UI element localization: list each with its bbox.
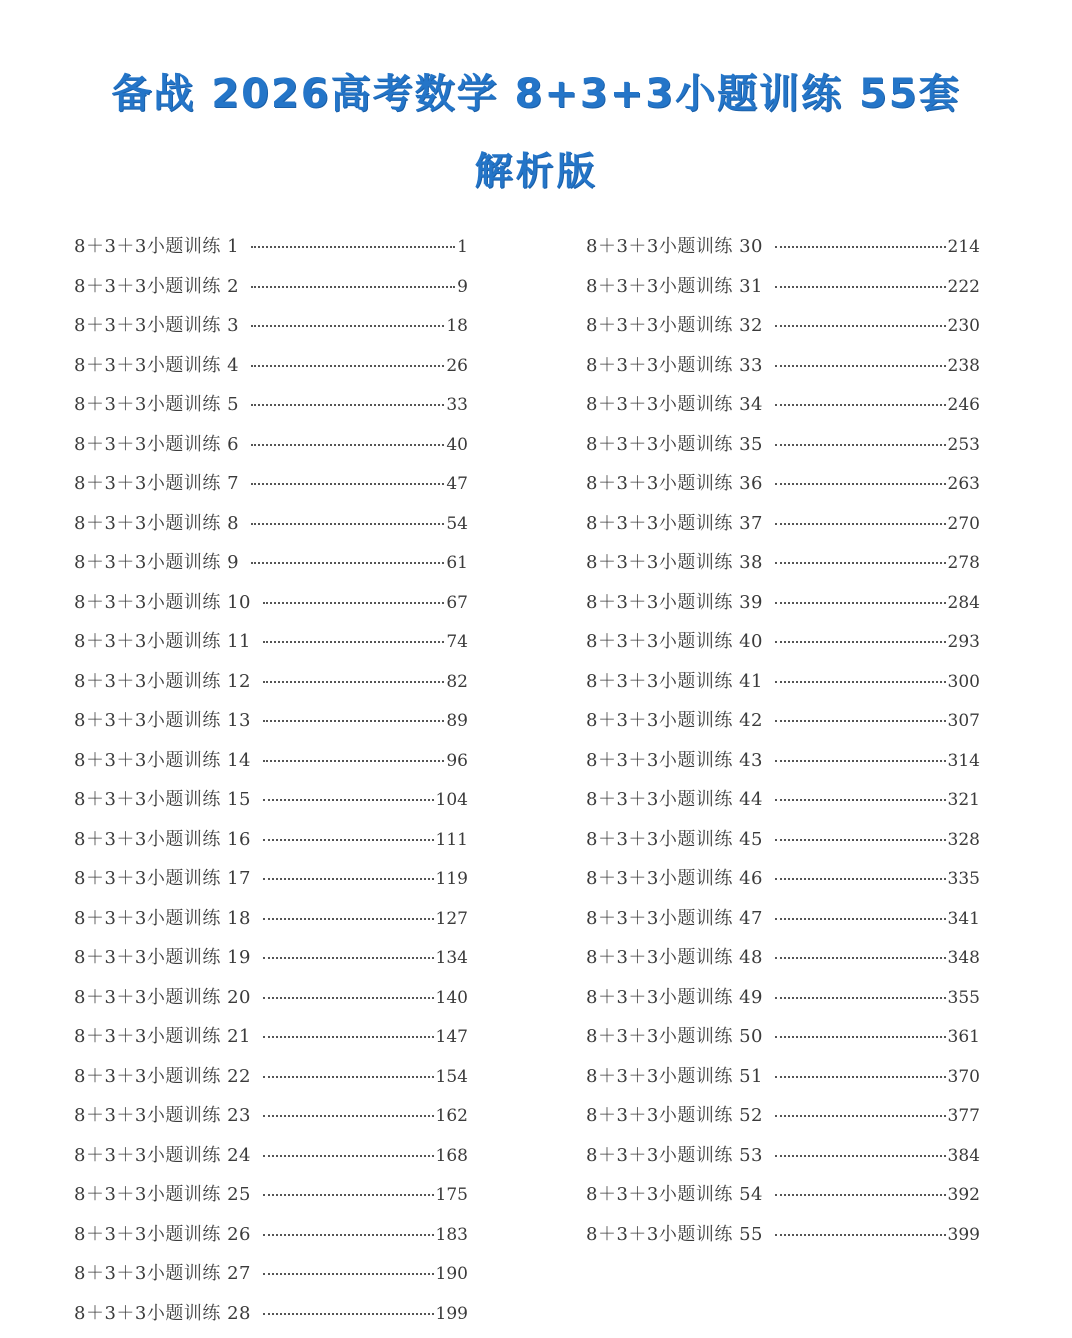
toc-entry-page-number: 154 (436, 1067, 468, 1087)
toc-dot-leader (263, 798, 434, 801)
toc-dot-leader (251, 443, 444, 446)
toc-entry[interactable] (586, 706, 980, 746)
toc-dot-leader (251, 245, 455, 248)
toc-dot-leader (251, 324, 444, 327)
toc-dot-leader (251, 285, 455, 288)
toc-dot-leader (775, 719, 946, 722)
toc-entry-page-number: 214 (948, 237, 980, 257)
document-subtitle: 解析版 (0, 140, 1072, 195)
toc-entry-label: 8＋3＋3小题训练 15 (74, 785, 251, 811)
toc-entry-label: 8＋3＋3小题训练 37 (586, 509, 763, 535)
toc-entry-label: 8＋3＋3小题训练 2 (74, 272, 239, 298)
toc-dot-leader (775, 1154, 946, 1157)
toc-entry-label: 8＋3＋3小题训练 19 (74, 943, 251, 969)
toc-entry[interactable] (586, 904, 980, 944)
toc-entry-label: 8＋3＋3小题训练 28 (74, 1299, 251, 1325)
toc-entry[interactable] (74, 1259, 468, 1299)
toc-entry-page-number: 300 (948, 672, 980, 692)
toc-entry-page-number: 33 (446, 395, 468, 415)
toc-entry[interactable] (586, 469, 980, 509)
toc-entry[interactable] (74, 1022, 468, 1062)
toc-entry-page-number: 222 (948, 277, 980, 297)
toc-entry-label: 8＋3＋3小题训练 49 (586, 983, 763, 1009)
toc-dot-leader (263, 1193, 434, 1196)
toc-entry-label: 8＋3＋3小题训练 33 (586, 351, 763, 377)
toc-entry-label: 8＋3＋3小题训练 17 (74, 864, 251, 890)
toc-entry-label: 8＋3＋3小题训练 52 (586, 1101, 763, 1127)
toc-entry-label: 8＋3＋3小题训练 21 (74, 1022, 251, 1048)
toc-entry-label: 8＋3＋3小题训练 42 (586, 706, 763, 732)
toc-dot-leader (263, 1075, 434, 1078)
toc-entry[interactable] (586, 864, 980, 904)
toc-dot-leader (251, 561, 444, 564)
toc-dot-leader (251, 403, 444, 406)
toc-entry-page-number: 335 (948, 869, 980, 889)
toc-entry-label: 8＋3＋3小题训练 48 (586, 943, 763, 969)
toc-entry-label: 8＋3＋3小题训练 11 (74, 627, 251, 653)
toc-entry[interactable] (74, 272, 468, 312)
toc-entry-label: 8＋3＋3小题训练 54 (586, 1180, 763, 1206)
toc-entry[interactable] (74, 904, 468, 944)
toc-entry-page-number: 293 (948, 632, 980, 652)
toc-entry[interactable] (586, 627, 980, 667)
toc-entry[interactable] (74, 825, 468, 865)
toc-entry[interactable] (74, 1299, 468, 1338)
toc-dot-leader (775, 324, 946, 327)
toc-entry-label: 8＋3＋3小题训练 34 (586, 390, 763, 416)
toc-entry-page-number: 26 (446, 356, 468, 376)
toc-entry[interactable] (586, 1180, 980, 1220)
toc-entry-page-number: 270 (948, 514, 980, 534)
toc-entry[interactable] (586, 1141, 980, 1181)
toc-entry-page-number: 328 (948, 830, 980, 850)
toc-entry-label: 8＋3＋3小题训练 53 (586, 1141, 763, 1167)
toc-entry-page-number: 40 (446, 435, 468, 455)
toc-entry[interactable] (74, 1220, 468, 1260)
toc-entry-label: 8＋3＋3小题训练 27 (74, 1259, 251, 1285)
toc-entry-label: 8＋3＋3小题训练 25 (74, 1180, 251, 1206)
toc-entry-label: 8＋3＋3小题训练 38 (586, 548, 763, 574)
toc-entry-page-number: 82 (446, 672, 468, 692)
toc-entry[interactable] (586, 430, 980, 470)
toc-dot-leader (263, 640, 444, 643)
toc-dot-leader (263, 1114, 434, 1117)
toc-entry-label: 8＋3＋3小题训练 3 (74, 311, 239, 337)
toc-dot-leader (775, 917, 946, 920)
toc-dot-leader (775, 1233, 946, 1236)
toc-entry[interactable] (586, 1220, 980, 1260)
toc-entry-label: 8＋3＋3小题训练 12 (74, 667, 251, 693)
toc-entry-page-number: 74 (446, 632, 468, 652)
toc-entry-page-number: 9 (457, 277, 468, 297)
toc-entry-page-number: 321 (948, 790, 980, 810)
toc-entry[interactable] (586, 232, 980, 272)
toc-dot-leader (263, 1035, 434, 1038)
toc-entry[interactable] (74, 983, 468, 1023)
toc-entry[interactable] (586, 1022, 980, 1062)
toc-entry-label: 8＋3＋3小题训练 30 (586, 232, 763, 258)
toc-entry-page-number: 370 (948, 1067, 980, 1087)
toc-entry[interactable] (586, 311, 980, 351)
toc-entry[interactable] (74, 548, 468, 588)
toc-entry-label: 8＋3＋3小题训练 10 (74, 588, 251, 614)
toc-entry-page-number: 111 (436, 830, 468, 850)
toc-entry-label: 8＋3＋3小题训练 39 (586, 588, 763, 614)
toc-entry-page-number: 238 (948, 356, 980, 376)
toc-dot-leader (775, 877, 946, 880)
toc-entry-page-number: 314 (948, 751, 980, 771)
toc-dot-leader (775, 680, 946, 683)
toc-entry-label: 8＋3＋3小题训练 5 (74, 390, 239, 416)
toc-entry[interactable] (74, 1101, 468, 1141)
toc-entry-page-number: 190 (436, 1264, 468, 1284)
toc-entry[interactable] (586, 548, 980, 588)
toc-dot-leader (263, 719, 444, 722)
toc-dot-leader (775, 285, 946, 288)
toc-entry-label: 8＋3＋3小题训练 55 (586, 1220, 763, 1246)
toc-entry[interactable] (74, 311, 468, 351)
toc-entry[interactable] (74, 864, 468, 904)
toc-entry-label: 8＋3＋3小题训练 51 (586, 1062, 763, 1088)
toc-entry-page-number: 392 (948, 1185, 980, 1205)
toc-dot-leader (775, 482, 946, 485)
toc-entry-page-number: 1 (457, 237, 468, 257)
toc-entry[interactable] (74, 351, 468, 391)
toc-entry-page-number: 355 (948, 988, 980, 1008)
toc-entry-page-number: 140 (436, 988, 468, 1008)
toc-dot-leader (263, 601, 444, 604)
toc-entry[interactable] (74, 785, 468, 825)
toc-entry-label: 8＋3＋3小题训练 44 (586, 785, 763, 811)
toc-entry[interactable] (74, 1141, 468, 1181)
toc-entry-page-number: 348 (948, 948, 980, 968)
toc-entry-page-number: 183 (436, 1225, 468, 1245)
toc-entry[interactable] (74, 746, 468, 786)
toc-entry-page-number: 134 (436, 948, 468, 968)
toc-dot-leader (263, 838, 434, 841)
toc-entry-label: 8＋3＋3小题训练 9 (74, 548, 239, 574)
toc-entry-label: 8＋3＋3小题训练 40 (586, 627, 763, 653)
toc-dot-leader (263, 759, 444, 762)
toc-entry-label: 8＋3＋3小题训练 6 (74, 430, 239, 456)
toc-entry[interactable] (74, 706, 468, 746)
toc-dot-leader (263, 680, 444, 683)
toc-dot-leader (775, 759, 946, 762)
toc-column-left (74, 232, 468, 1338)
toc-entry-page-number: 67 (446, 593, 468, 613)
toc-dot-leader (775, 443, 946, 446)
toc-entry-page-number: 54 (446, 514, 468, 534)
toc-dot-leader (263, 917, 434, 920)
toc-entry-page-number: 147 (436, 1027, 468, 1047)
toc-entry-label: 8＋3＋3小题训练 41 (586, 667, 763, 693)
toc-entry-label: 8＋3＋3小题训练 31 (586, 272, 763, 298)
toc-dot-leader (263, 996, 434, 999)
toc-entry[interactable] (586, 1062, 980, 1102)
toc-dot-leader (775, 798, 946, 801)
toc-entry[interactable] (74, 232, 468, 272)
toc-entry-page-number: 377 (948, 1106, 980, 1126)
toc-entry-page-number: 104 (436, 790, 468, 810)
toc-dot-leader (263, 1154, 434, 1157)
toc-dot-leader (775, 1075, 946, 1078)
toc-entry[interactable] (586, 667, 980, 707)
toc-entry-page-number: 263 (948, 474, 980, 494)
toc-entry-page-number: 246 (948, 395, 980, 415)
toc-dot-leader (775, 1035, 946, 1038)
toc-dot-leader (775, 403, 946, 406)
toc-entry-page-number: 284 (948, 593, 980, 613)
toc-entry[interactable] (586, 351, 980, 391)
toc-dot-leader (775, 996, 946, 999)
toc-entry-page-number: 230 (948, 316, 980, 336)
toc-entry[interactable] (586, 1101, 980, 1141)
toc-entry[interactable] (74, 588, 468, 628)
toc-entry[interactable] (586, 390, 980, 430)
toc-entry-page-number: 162 (436, 1106, 468, 1126)
toc-dot-leader (775, 1114, 946, 1117)
toc-entry-label: 8＋3＋3小题训练 4 (74, 351, 239, 377)
toc-entry-label: 8＋3＋3小题训练 13 (74, 706, 251, 732)
toc-entry-label: 8＋3＋3小题训练 46 (586, 864, 763, 890)
toc-entry-label: 8＋3＋3小题训练 14 (74, 746, 251, 772)
toc-dot-leader (775, 640, 946, 643)
toc-entry[interactable] (586, 943, 980, 983)
toc-dot-leader (263, 1233, 434, 1236)
toc-entry-page-number: 399 (948, 1225, 980, 1245)
toc-entry-label: 8＋3＋3小题训练 20 (74, 983, 251, 1009)
toc-dot-leader (251, 522, 444, 525)
toc-entry[interactable] (74, 1180, 468, 1220)
toc-entry[interactable] (586, 588, 980, 628)
toc-entry[interactable] (74, 430, 468, 470)
toc-entry-label: 8＋3＋3小题训练 7 (74, 469, 239, 495)
toc-dot-leader (263, 1272, 434, 1275)
toc-entry-label: 8＋3＋3小题训练 32 (586, 311, 763, 337)
toc-entry[interactable] (74, 390, 468, 430)
toc-entry-page-number: 278 (948, 553, 980, 573)
toc-entry-label: 8＋3＋3小题训练 22 (74, 1062, 251, 1088)
document-title: 备战 2026高考数学 8+3+3小题训练 55套 (0, 62, 1072, 119)
toc-entry-label: 8＋3＋3小题训练 1 (74, 232, 239, 258)
toc-dot-leader (263, 1312, 434, 1315)
toc-entry-page-number: 253 (948, 435, 980, 455)
toc-entry-label: 8＋3＋3小题训练 36 (586, 469, 763, 495)
toc-entry-page-number: 341 (948, 909, 980, 929)
toc-entry-label: 8＋3＋3小题训练 18 (74, 904, 251, 930)
toc-dot-leader (775, 1193, 946, 1196)
toc-entry-label: 8＋3＋3小题训练 26 (74, 1220, 251, 1246)
toc-dot-leader (775, 838, 946, 841)
toc-entry-page-number: 199 (436, 1304, 468, 1324)
toc-entry[interactable] (74, 469, 468, 509)
toc-dot-leader (263, 877, 434, 880)
toc-entry[interactable] (586, 983, 980, 1023)
toc-entry[interactable] (74, 667, 468, 707)
toc-dot-leader (775, 522, 946, 525)
toc-entry-page-number: 127 (436, 909, 468, 929)
toc-entry[interactable] (74, 509, 468, 549)
toc-entry-page-number: 361 (948, 1027, 980, 1047)
toc-entry-page-number: 47 (446, 474, 468, 494)
toc-entry-page-number: 307 (948, 711, 980, 731)
toc-entry-label: 8＋3＋3小题训练 45 (586, 825, 763, 851)
toc-entry-page-number: 384 (948, 1146, 980, 1166)
toc-dot-leader (775, 956, 946, 959)
toc-entry-label: 8＋3＋3小题训练 43 (586, 746, 763, 772)
toc-dot-leader (775, 561, 946, 564)
toc-entry[interactable] (586, 785, 980, 825)
toc-entry[interactable] (586, 746, 980, 786)
toc-entry-page-number: 168 (436, 1146, 468, 1166)
toc-entry-label: 8＋3＋3小题训练 47 (586, 904, 763, 930)
toc-entry-label: 8＋3＋3小题训练 24 (74, 1141, 251, 1167)
toc-entry-page-number: 175 (436, 1185, 468, 1205)
toc-dot-leader (251, 482, 444, 485)
toc-column-right (586, 232, 980, 1259)
toc-entry-page-number: 96 (446, 751, 468, 771)
toc-entry-label: 8＋3＋3小题训练 16 (74, 825, 251, 851)
toc-entry[interactable] (74, 1062, 468, 1102)
toc-entry-label: 8＋3＋3小题训练 23 (74, 1101, 251, 1127)
toc-entry[interactable] (586, 509, 980, 549)
toc-dot-leader (775, 364, 946, 367)
toc-entry[interactable] (586, 825, 980, 865)
toc-entry[interactable] (74, 943, 468, 983)
toc-dot-leader (775, 601, 946, 604)
toc-entry-page-number: 119 (436, 869, 468, 889)
toc-entry-page-number: 18 (446, 316, 468, 336)
toc-entry-label: 8＋3＋3小题训练 50 (586, 1022, 763, 1048)
toc-dot-leader (775, 245, 946, 248)
toc-entry-page-number: 89 (446, 711, 468, 731)
toc-entry-label: 8＋3＋3小题训练 35 (586, 430, 763, 456)
toc-entry-label: 8＋3＋3小题训练 8 (74, 509, 239, 535)
toc-dot-leader (263, 956, 434, 959)
toc-entry[interactable] (586, 272, 980, 312)
toc-dot-leader (251, 364, 444, 367)
toc-entry[interactable] (74, 627, 468, 667)
toc-entry-page-number: 61 (446, 553, 468, 573)
